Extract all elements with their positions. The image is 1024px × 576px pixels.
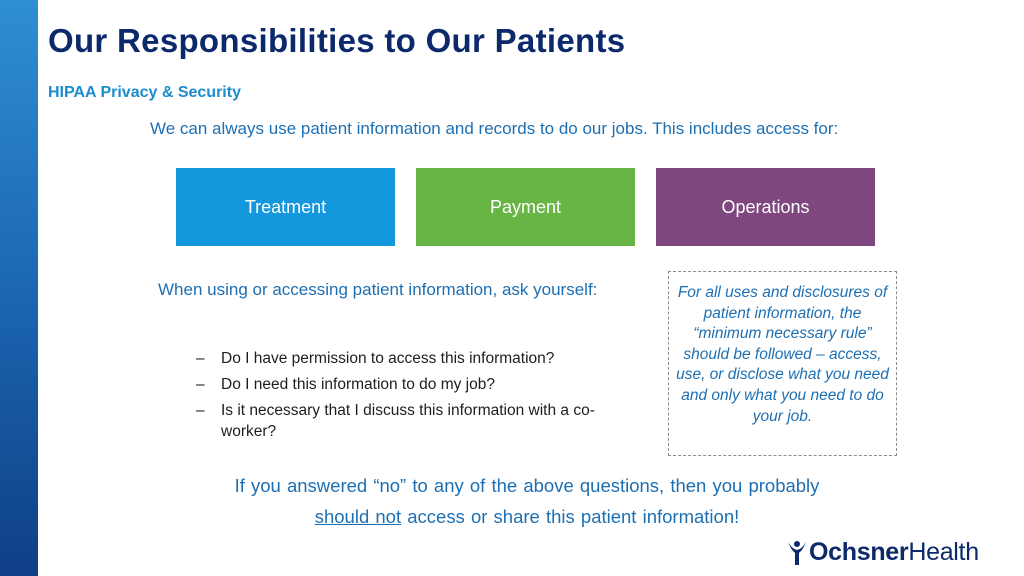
list-item [196,348,636,369]
ochsner-health-logo [786,534,979,570]
list-item [196,400,636,442]
logo-word-ochsner: Ochsner [809,537,909,566]
treatment-box [176,168,395,246]
payment-box [416,168,635,246]
operations-box [656,168,875,246]
question-text: Do I need this information to do my job? [221,376,495,393]
conclusion-underlined: should not [314,506,402,527]
conclusion-part-2: access or share this patient information! [401,506,740,527]
bullet-dash: – [196,350,205,367]
conclusion-text [170,470,884,532]
ask-yourself-prompt: When using or accessing patient information, ask yourself: [158,280,598,299]
minimum-necessary-note [668,271,897,456]
bullet-dash: – [196,376,205,393]
question-text: Is it necessary that I discuss this information with a co-worker? [221,402,595,440]
intro-text: We can always use patient information and records to do our jobs. This includes access for: [150,119,839,138]
conclusion-part-1: If you answered “no” to any of the above questions, then you probably [234,475,820,496]
list-item [196,374,636,395]
payment-label: Payment [489,196,562,217]
operations-label: Operations [721,196,810,217]
ochsner-person-icon [786,538,808,566]
bullet-dash: – [196,402,205,419]
logo-word-health: Health [908,537,979,566]
question-text: Do I have permission to access this information? [221,350,555,367]
slide-title: Our Responsibilities to Our Patients [48,22,626,59]
question-list [196,348,636,447]
side-accent-bar [0,0,38,576]
slide-subtitle: HIPAA Privacy & Security [48,84,241,101]
treatment-label: Treatment [244,196,327,217]
note-text: For all uses and disclosures of patient information, the “minimum necessary rule” should be followed – access, use, or disclose what you need and only what you need to do your job. [676,284,889,425]
